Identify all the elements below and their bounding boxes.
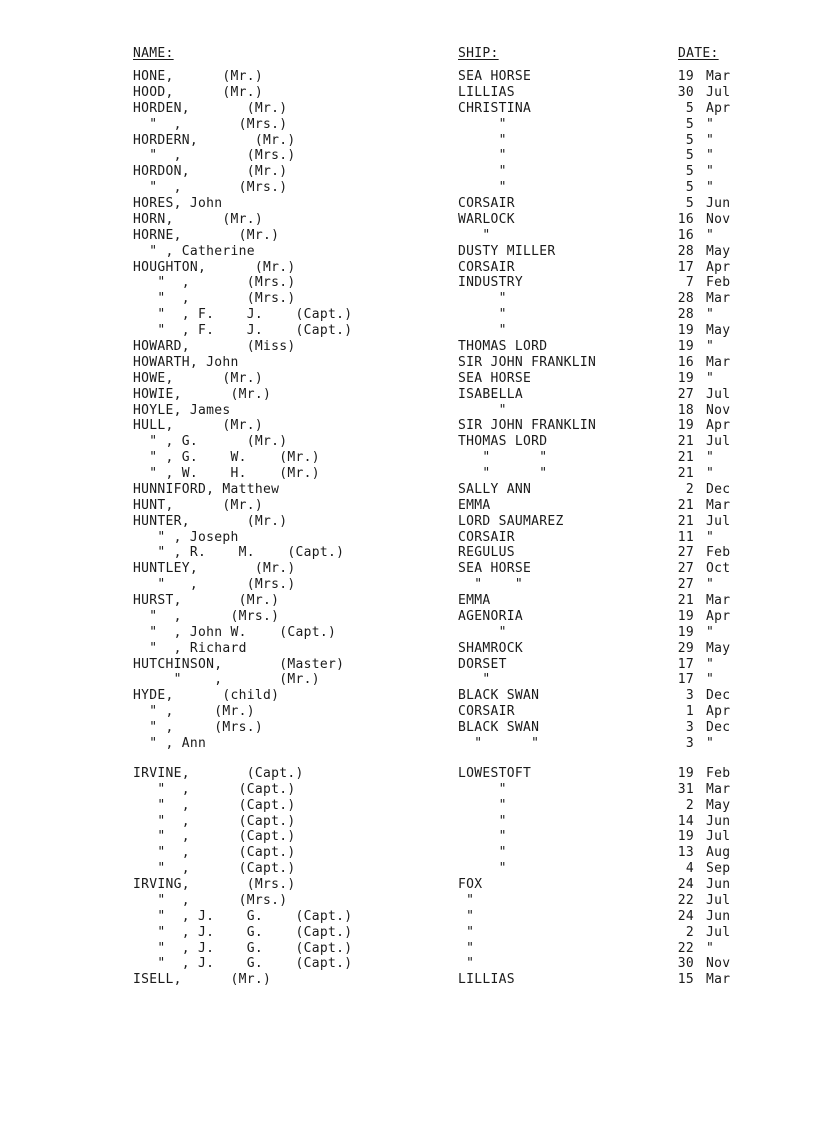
arrival-day: 27: [677, 386, 694, 402]
ship-name: ": [458, 672, 491, 688]
ship-name: DORSET: [458, 656, 507, 672]
arrival-day: 19: [677, 624, 694, 640]
arrival-month: ": [706, 370, 715, 386]
arrival-month: Mar: [706, 972, 731, 988]
ship-name: EMMA: [458, 593, 491, 608]
ship-name: SIR JOHN FRANKLIN: [458, 354, 597, 370]
ship-name: ": [458, 148, 507, 164]
passenger-name: IRVING, (Mrs.): [133, 877, 296, 892]
arrival-day: 5: [685, 148, 694, 164]
arrival-day: 19: [677, 69, 694, 84]
passenger-name: HORES, John: [133, 196, 223, 211]
ship-name: ": [458, 180, 507, 196]
passenger-name: " , J. G. (Capt.): [133, 940, 353, 956]
list-item: [0, 418, 816, 434]
list-item: [0, 609, 816, 625]
arrival-month: ": [706, 672, 715, 688]
list-item: [0, 180, 816, 196]
arrival-month: Jul: [706, 513, 731, 529]
list-item: [0, 69, 816, 85]
ship-name: CORSAIR: [458, 196, 515, 211]
ship-name: ": [458, 164, 507, 180]
arrival-month: ": [706, 339, 715, 354]
list-item: [0, 593, 816, 609]
ship-name: ": [458, 116, 507, 132]
list-item: [0, 688, 816, 704]
arrival-month: Apr: [706, 608, 731, 624]
ship-name: " ": [458, 736, 540, 751]
passenger-name: HULL, (Mr.): [133, 418, 264, 434]
arrival-day: 15: [677, 972, 694, 988]
list-item: [0, 736, 816, 752]
arrival-day: 24: [677, 908, 694, 924]
arrival-day: 18: [677, 402, 694, 418]
ship-name: ISABELLA: [458, 386, 524, 402]
ship-name: BLACK SWAN: [458, 688, 540, 704]
arrival-month: ": [706, 164, 715, 180]
ship-name: ": [458, 956, 475, 972]
ship-name: LORD SAUMAREZ: [458, 513, 564, 529]
ship-name: ": [458, 845, 507, 861]
arrival-day: 5: [685, 116, 694, 132]
passenger-name: HOWARTH, John: [133, 354, 239, 370]
arrival-month: ": [706, 940, 715, 956]
passenger-name: HUNTLEY, (Mr.): [133, 561, 296, 577]
list-item: [0, 782, 816, 798]
ship-name: ": [458, 797, 507, 813]
arrival-month: Nov: [706, 211, 731, 227]
list-item: [0, 561, 816, 577]
ship-name: ": [458, 924, 475, 940]
ship-name: EMMA: [458, 497, 491, 513]
list-item: [0, 641, 816, 657]
arrival-month: Jul: [706, 924, 731, 940]
passenger-name: " , (Mrs.): [133, 180, 288, 196]
list-item: [0, 798, 816, 814]
arrival-day: 22: [677, 892, 694, 908]
arrival-day: 2: [685, 481, 694, 497]
passenger-name: " , J. G. (Capt.): [133, 924, 353, 940]
list-item: [0, 893, 816, 909]
arrival-month: Mar: [706, 781, 731, 797]
list-item: [0, 275, 816, 291]
ship-name: CORSAIR: [458, 529, 515, 545]
arrival-day: 27: [677, 545, 694, 561]
ship-name: ": [458, 908, 475, 924]
passenger-name: " , Joseph: [133, 529, 239, 545]
passenger-name: HOUGHTON, (Mr.): [133, 259, 296, 275]
passenger-name: HYDE, (child): [133, 688, 280, 704]
arrival-day: 27: [677, 577, 694, 593]
arrival-day: 4: [685, 861, 694, 877]
passenger-name: HORDEN, (Mr.): [133, 100, 288, 116]
arrival-day: 28: [677, 243, 694, 259]
arrival-month: ": [706, 656, 715, 672]
ship-name: SEA HORSE: [458, 370, 532, 386]
list-item: [0, 260, 816, 276]
ship-name: ": [458, 307, 507, 323]
arrival-day: 30: [677, 956, 694, 972]
arrival-month: Jun: [706, 908, 731, 924]
list-item: [0, 323, 816, 339]
ship-name: SHAMROCK: [458, 640, 524, 656]
arrival-month: ": [706, 450, 715, 466]
passenger-name: IRVINE, (Capt.): [133, 765, 304, 781]
passenger-name: " , (Capt.): [133, 797, 296, 813]
arrival-month: Dec: [706, 688, 731, 704]
arrival-month: Mar: [706, 497, 731, 513]
passenger-name: " , (Mrs.): [133, 720, 264, 736]
ship-name: THOMAS LORD: [458, 434, 548, 450]
arrival-month: Mar: [706, 593, 731, 608]
passenger-name: " , (Mrs.): [133, 275, 296, 291]
list-item: [0, 133, 816, 149]
arrival-month: ": [706, 132, 715, 148]
ship-name: SIR JOHN FRANKLIN: [458, 418, 597, 434]
list-item: [0, 861, 816, 877]
arrival-month: Jun: [706, 877, 731, 892]
list-item: [0, 228, 816, 244]
ship-name: REGULUS: [458, 545, 515, 561]
passenger-name: " , Ann: [133, 736, 207, 751]
list-item: [0, 877, 816, 893]
ship-name: " ": [458, 450, 548, 466]
passenger-name: " , (Mrs.): [133, 577, 296, 593]
arrival-day: 13: [677, 845, 694, 861]
list-item: [0, 387, 816, 403]
passenger-name: HUNT, (Mr.): [133, 497, 264, 513]
arrival-day: 17: [677, 656, 694, 672]
arrival-month: Feb: [706, 275, 731, 291]
arrival-month: Feb: [706, 545, 731, 561]
arrival-month: May: [706, 797, 731, 813]
ship-name: ": [458, 402, 507, 418]
arrival-month: ": [706, 180, 715, 196]
ship-name: ": [458, 323, 507, 339]
arrival-day: 5: [685, 196, 694, 211]
list-item: [0, 704, 816, 720]
arrival-day: 19: [677, 418, 694, 434]
arrival-month: ": [706, 529, 715, 545]
passenger-name: " , G. (Mr.): [133, 434, 288, 450]
passenger-name: " , J. G. (Capt.): [133, 908, 353, 924]
passenger-name: HONE, (Mr.): [133, 69, 264, 84]
passenger-name: " , (Capt.): [133, 829, 296, 845]
list-item: [0, 530, 816, 546]
arrival-day: 5: [685, 164, 694, 180]
list-item: [0, 829, 816, 845]
passenger-name: " , Richard: [133, 640, 247, 656]
list-item: [0, 482, 816, 498]
arrival-day: 2: [685, 924, 694, 940]
arrival-day: 19: [677, 323, 694, 339]
passenger-name: " , John W. (Capt.): [133, 624, 337, 640]
arrival-month: Jul: [706, 434, 731, 450]
arrival-day: 19: [677, 765, 694, 781]
passenger-name: " , G. W. (Mr.): [133, 450, 320, 466]
list-item: [0, 672, 816, 688]
list-item: [0, 925, 816, 941]
passenger-name: " , J. G. (Capt.): [133, 956, 353, 972]
arrival-month: Jul: [706, 386, 731, 402]
arrival-day: 21: [677, 497, 694, 513]
passenger-name: " , (Mrs.): [133, 608, 280, 624]
arrival-month: Apr: [706, 259, 731, 275]
list-item: [0, 941, 816, 957]
list-item: [0, 212, 816, 228]
ship-name: ": [458, 291, 507, 307]
passenger-name: " , (Mr.): [133, 704, 255, 720]
arrival-day: 5: [685, 100, 694, 116]
list-item: [0, 434, 816, 450]
list-item: [0, 403, 816, 419]
arrival-day: 21: [677, 593, 694, 608]
list-item: [0, 148, 816, 164]
ship-name: LILLIAS: [458, 84, 515, 100]
list-item: [0, 514, 816, 530]
arrival-day: 19: [677, 829, 694, 845]
list-item: [0, 466, 816, 482]
arrival-day: 31: [677, 781, 694, 797]
arrival-month: Feb: [706, 765, 731, 781]
passenger-name: " , (Capt.): [133, 845, 296, 861]
passenger-name: " , Catherine: [133, 243, 255, 259]
list-item: [0, 956, 816, 972]
arrival-month: Sep: [706, 861, 731, 877]
ship-name: ": [458, 813, 507, 829]
arrival-month: ": [706, 148, 715, 164]
ship-name: " ": [458, 577, 524, 593]
name-column-header: NAME:: [133, 46, 174, 61]
date-column-header: DATE:: [678, 46, 719, 61]
arrival-month: Nov: [706, 956, 731, 972]
passenger-name: HORDON, (Mr.): [133, 164, 288, 180]
arrival-month: May: [706, 640, 731, 656]
passenger-name: " , (Mrs.): [133, 892, 288, 908]
arrival-day: 21: [677, 513, 694, 529]
arrival-month: Mar: [706, 354, 731, 370]
list-item: [0, 85, 816, 101]
passenger-name: " , (Capt.): [133, 861, 296, 877]
list-item: [0, 355, 816, 371]
arrival-day: 27: [677, 561, 694, 577]
arrival-day: 29: [677, 640, 694, 656]
ship-name: SALLY ANN: [458, 481, 532, 497]
arrival-day: 3: [685, 736, 694, 751]
ship-name: WARLOCK: [458, 211, 515, 227]
passenger-name: " , W. H. (Mr.): [133, 466, 320, 481]
arrival-month: Jul: [706, 829, 731, 845]
ship-name: ": [458, 227, 491, 243]
passenger-name: " , (Mrs.): [133, 116, 288, 132]
arrival-day: 3: [685, 720, 694, 736]
ship-name: ": [458, 861, 507, 877]
arrival-month: Apr: [706, 100, 731, 116]
passenger-name: HOWARD, (Miss): [133, 339, 296, 354]
list-item: [0, 244, 816, 260]
ship-name: ": [458, 132, 507, 148]
arrival-month: Jul: [706, 892, 731, 908]
arrival-day: 21: [677, 450, 694, 466]
ship-name: LILLIAS: [458, 972, 515, 988]
ship-name: INDUSTRY: [458, 275, 524, 291]
list-item: [0, 339, 816, 355]
passenger-name: " , (Capt.): [133, 813, 296, 829]
arrival-day: 21: [677, 466, 694, 481]
list-item: [0, 450, 816, 466]
arrival-day: 19: [677, 339, 694, 354]
passenger-name: " , (Mr.): [133, 672, 320, 688]
ship-name: BLACK SWAN: [458, 720, 540, 736]
ship-name: AGENORIA: [458, 608, 524, 624]
ship-name: CORSAIR: [458, 704, 515, 720]
passenger-name: " , (Mrs.): [133, 148, 296, 164]
arrival-month: Jun: [706, 196, 731, 211]
list-item: [0, 972, 816, 988]
ship-name: ": [458, 892, 475, 908]
arrival-day: 17: [677, 259, 694, 275]
arrival-month: Dec: [706, 481, 731, 497]
arrival-month: ": [706, 736, 715, 751]
arrival-day: 1: [685, 704, 694, 720]
passenger-name: HORN, (Mr.): [133, 211, 264, 227]
list-item: [0, 196, 816, 212]
arrival-day: 14: [677, 813, 694, 829]
arrival-month: ": [706, 116, 715, 132]
ship-name: " ": [458, 466, 548, 481]
ship-name: ": [458, 829, 507, 845]
ship-name: CHRISTINA: [458, 100, 532, 116]
arrival-day: 7: [685, 275, 694, 291]
arrival-month: Mar: [706, 291, 731, 307]
arrival-day: 16: [677, 227, 694, 243]
arrival-month: ": [706, 466, 715, 481]
ship-name: ": [458, 781, 507, 797]
list-item: [0, 101, 816, 117]
arrival-month: ": [706, 624, 715, 640]
arrival-month: May: [706, 323, 731, 339]
ship-name: THOMAS LORD: [458, 339, 548, 354]
list-item: [0, 498, 816, 514]
arrival-month: ": [706, 307, 715, 323]
list-item: [0, 371, 816, 387]
arrival-day: 5: [685, 132, 694, 148]
arrival-day: 24: [677, 877, 694, 892]
arrival-month: ": [706, 577, 715, 593]
passenger-name: HUTCHINSON, (Master): [133, 656, 345, 672]
arrival-month: Nov: [706, 402, 731, 418]
arrival-month: Jul: [706, 84, 731, 100]
passenger-name: " , F. J. (Capt.): [133, 307, 353, 323]
arrival-month: Aug: [706, 845, 731, 861]
passenger-name: HOYLE, James: [133, 402, 231, 418]
list-item: [0, 814, 816, 830]
passenger-name: HUNTER, (Mr.): [133, 513, 288, 529]
passenger-name: HURST, (Mr.): [133, 593, 280, 608]
arrival-day: 11: [677, 529, 694, 545]
ship-name: SEA HORSE: [458, 69, 532, 84]
list-item: [0, 164, 816, 180]
arrival-day: 19: [677, 608, 694, 624]
arrival-day: 16: [677, 211, 694, 227]
arrival-day: 17: [677, 672, 694, 688]
ship-name: CORSAIR: [458, 259, 515, 275]
passenger-name: " , (Capt.): [133, 781, 296, 797]
list-item: [0, 845, 816, 861]
arrival-month: Oct: [706, 561, 731, 577]
arrival-month: Mar: [706, 69, 731, 84]
arrival-day: 3: [685, 688, 694, 704]
arrival-day: 19: [677, 370, 694, 386]
ship-name: SEA HORSE: [458, 561, 532, 577]
passenger-name: HOWIE, (Mr.): [133, 386, 272, 402]
arrival-month: Apr: [706, 418, 731, 434]
arrival-month: Apr: [706, 704, 731, 720]
passenger-name: " , F. J. (Capt.): [133, 323, 353, 339]
list-item: [0, 291, 816, 307]
ship-name: DUSTY MILLER: [458, 243, 556, 259]
arrival-day: 28: [677, 291, 694, 307]
arrival-month: ": [706, 227, 715, 243]
arrival-month: May: [706, 243, 731, 259]
list-item: [0, 657, 816, 673]
list-item: [0, 117, 816, 133]
passenger-name: HOOD, (Mr.): [133, 84, 264, 100]
arrival-day: 30: [677, 84, 694, 100]
arrival-day: 21: [677, 434, 694, 450]
list-item: [0, 720, 816, 736]
ship-column-header: SHIP:: [458, 46, 499, 61]
passenger-name: ISELL, (Mr.): [133, 972, 272, 988]
passenger-name: HORDERN, (Mr.): [133, 132, 296, 148]
list-item: [0, 766, 816, 782]
arrival-day: 28: [677, 307, 694, 323]
passenger-name: HUNNIFORD, Matthew: [133, 481, 280, 497]
arrival-month: Jun: [706, 813, 731, 829]
list-item: [0, 909, 816, 925]
column-headers: [0, 46, 816, 62]
arrival-day: 5: [685, 180, 694, 196]
arrival-day: 16: [677, 354, 694, 370]
ship-name: ": [458, 624, 507, 640]
list-item: [0, 307, 816, 323]
ship-name: LOWESTOFT: [458, 765, 532, 781]
arrival-month: Dec: [706, 720, 731, 736]
arrival-day: 22: [677, 940, 694, 956]
passenger-name: HORNE, (Mr.): [133, 227, 280, 243]
list-item: [0, 545, 816, 561]
list-item: [0, 577, 816, 593]
arrival-day: 2: [685, 797, 694, 813]
passenger-name: " , R. M. (Capt.): [133, 545, 345, 561]
passenger-name: " , (Mrs.): [133, 291, 296, 307]
list-item: [0, 625, 816, 641]
ship-name: FOX: [458, 877, 483, 892]
passenger-name: HOWE, (Mr.): [133, 370, 264, 386]
ship-name: ": [458, 940, 475, 956]
